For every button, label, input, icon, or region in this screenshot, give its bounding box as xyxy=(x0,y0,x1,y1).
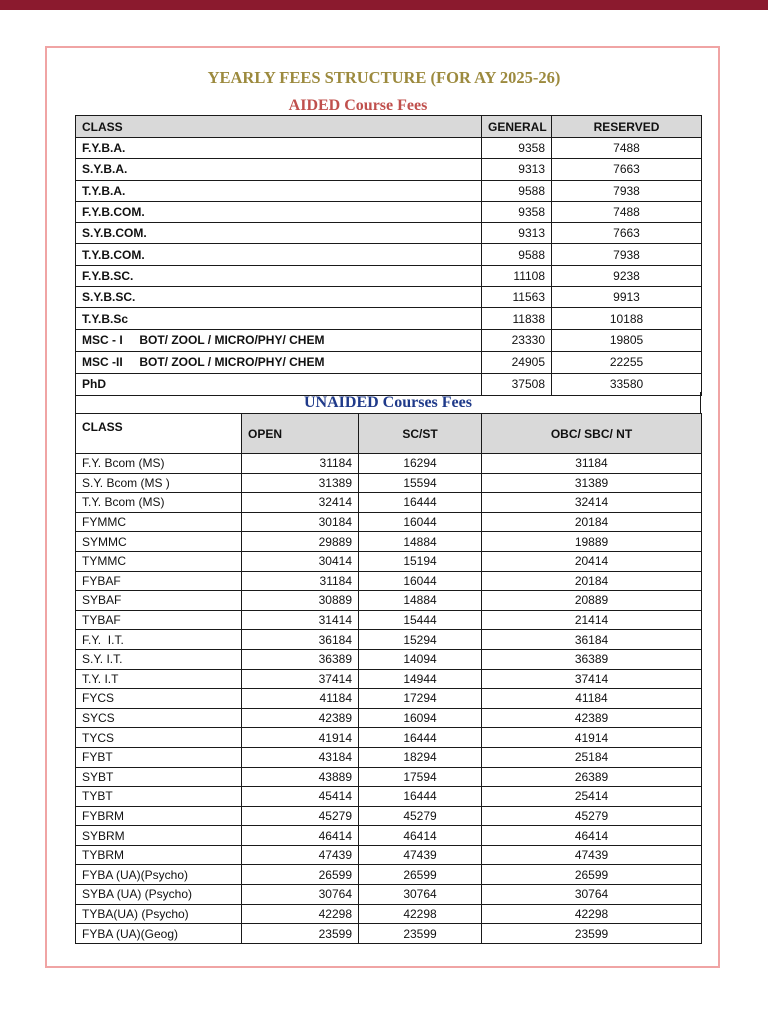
unaided-open-cell: 31414 xyxy=(242,610,359,630)
aided-general-cell: 37508 xyxy=(482,373,552,395)
unaided-obc-cell: 37414 xyxy=(482,669,702,689)
unaided-scst-cell: 17294 xyxy=(359,689,482,709)
unaided-obc-cell: 26599 xyxy=(482,865,702,885)
unaided-row xyxy=(76,787,702,807)
unaided-class-cell: FYBAF xyxy=(76,571,242,591)
unaided-class-cell: T.Y. Bcom (MS) xyxy=(76,493,242,513)
unaided-open-cell: 41914 xyxy=(242,728,359,748)
unaided-class-cell: S.Y. Bcom (MS ) xyxy=(76,473,242,493)
unaided-scst-cell: 16444 xyxy=(359,728,482,748)
aided-class-cell: PhD xyxy=(76,373,482,395)
unaided-row xyxy=(76,708,702,728)
aided-row xyxy=(76,265,702,286)
aided-class-cell: MSC - I BOT/ ZOOL / MICRO/PHY/ CHEM xyxy=(76,329,482,351)
unaided-obc-cell: 20414 xyxy=(482,551,702,571)
unaided-row xyxy=(76,551,702,571)
unaided-row xyxy=(76,728,702,748)
aided-reserved-cell: 19805 xyxy=(552,329,702,351)
unaided-row xyxy=(76,865,702,885)
unaided-row xyxy=(76,649,702,669)
unaided-class-cell: SYBA (UA) (Psycho) xyxy=(76,885,242,905)
aided-reserved-cell: 7938 xyxy=(552,244,702,265)
unaided-row xyxy=(76,845,702,865)
unaided-open-cell: 30764 xyxy=(242,885,359,905)
unaided-class-cell: T.Y. I.T xyxy=(76,669,242,689)
unaided-class-cell: F.Y. I.T. xyxy=(76,630,242,650)
unaided-row xyxy=(76,473,702,493)
aided-general-cell: 9588 xyxy=(482,180,552,201)
unaided-open-cell: 26599 xyxy=(242,865,359,885)
unaided-row xyxy=(76,767,702,787)
aided-class-cell: T.Y.B.Sc xyxy=(76,308,482,329)
aided-row xyxy=(76,159,702,180)
unaided-header-open: OPEN xyxy=(242,414,359,454)
aided-row xyxy=(76,223,702,244)
aided-class-cell: F.Y.B.COM. xyxy=(76,201,482,222)
aided-general-cell: 9313 xyxy=(482,223,552,244)
unaided-class-cell: TYCS xyxy=(76,728,242,748)
unaided-scst-cell: 15294 xyxy=(359,630,482,650)
unaided-open-cell: 37414 xyxy=(242,669,359,689)
unaided-obc-cell: 42389 xyxy=(482,708,702,728)
unaided-scst-cell: 16444 xyxy=(359,493,482,513)
unaided-open-cell: 46414 xyxy=(242,826,359,846)
aided-general-cell: 11838 xyxy=(482,308,552,329)
aided-class-cell: MSC -II BOT/ ZOOL / MICRO/PHY/ CHEM xyxy=(76,351,482,373)
aided-row xyxy=(76,244,702,265)
unaided-row xyxy=(76,610,702,630)
unaided-open-cell: 23599 xyxy=(242,924,359,944)
aided-class-cell: S.Y.B.A. xyxy=(76,159,482,180)
unaided-row xyxy=(76,747,702,767)
aided-reserved-cell: 7663 xyxy=(552,159,702,180)
unaided-scst-cell: 30764 xyxy=(359,885,482,905)
unaided-class-cell: SYBAF xyxy=(76,591,242,611)
unaided-row xyxy=(76,532,702,552)
unaided-obc-cell: 46414 xyxy=(482,826,702,846)
unaided-open-cell: 31184 xyxy=(242,571,359,591)
unaided-class-cell: SYBRM xyxy=(76,826,242,846)
aided-row xyxy=(76,351,702,373)
aided-general-cell: 24905 xyxy=(482,351,552,373)
unaided-obc-cell: 20184 xyxy=(482,571,702,591)
unaided-class-cell: SYCS xyxy=(76,708,242,728)
unaided-open-cell: 32414 xyxy=(242,493,359,513)
aided-row xyxy=(76,287,702,308)
aided-reserved-cell: 9913 xyxy=(552,287,702,308)
aided-reserved-cell: 10188 xyxy=(552,308,702,329)
aided-general-cell: 11563 xyxy=(482,287,552,308)
unaided-open-cell: 36389 xyxy=(242,649,359,669)
aided-reserved-cell: 33580 xyxy=(552,373,702,395)
unaided-fees-table xyxy=(75,413,702,944)
unaided-scst-cell: 15194 xyxy=(359,551,482,571)
unaided-row xyxy=(76,493,702,513)
unaided-scst-cell: 47439 xyxy=(359,845,482,865)
unaided-open-cell: 31184 xyxy=(242,454,359,474)
unaided-open-cell: 29889 xyxy=(242,532,359,552)
unaided-obc-cell: 19889 xyxy=(482,532,702,552)
unaided-row xyxy=(76,826,702,846)
unaided-row xyxy=(76,885,702,905)
unaided-open-cell: 45414 xyxy=(242,787,359,807)
aided-class-cell: F.Y.B.A. xyxy=(76,138,482,159)
unaided-scst-cell: 16044 xyxy=(359,571,482,591)
aided-row xyxy=(76,138,702,159)
unaided-class-cell: TYBT xyxy=(76,787,242,807)
aided-header-general: GENERAL xyxy=(482,116,552,138)
unaided-open-cell: 31389 xyxy=(242,473,359,493)
aided-reserved-cell: 7488 xyxy=(552,138,702,159)
unaided-open-cell: 42389 xyxy=(242,708,359,728)
aided-class-cell: S.Y.B.SC. xyxy=(76,287,482,308)
unaided-scst-cell: 15444 xyxy=(359,610,482,630)
unaided-scst-cell: 14094 xyxy=(359,649,482,669)
unaided-obc-cell: 31184 xyxy=(482,454,702,474)
unaided-open-cell: 30184 xyxy=(242,512,359,532)
unaided-class-cell: FYBA (UA)(Psycho) xyxy=(76,865,242,885)
unaided-scst-cell: 14884 xyxy=(359,532,482,552)
unaided-scst-cell: 14944 xyxy=(359,669,482,689)
unaided-obc-cell: 25414 xyxy=(482,787,702,807)
unaided-open-cell: 30889 xyxy=(242,591,359,611)
unaided-class-cell: SYMMC xyxy=(76,532,242,552)
unaided-obc-cell: 21414 xyxy=(482,610,702,630)
page-title: YEARLY FEES STRUCTURE (FOR AY 2025-26) xyxy=(207,68,561,87)
unaided-obc-cell: 26389 xyxy=(482,767,702,787)
unaided-open-cell: 45279 xyxy=(242,806,359,826)
aided-general-cell: 23330 xyxy=(482,329,552,351)
unaided-scst-cell: 23599 xyxy=(359,924,482,944)
unaided-class-cell: FYCS xyxy=(76,689,242,709)
aided-general-cell: 9588 xyxy=(482,244,552,265)
unaided-scst-cell: 42298 xyxy=(359,904,482,924)
unaided-header-class: CLASS xyxy=(76,414,242,454)
aided-reserved-cell: 7938 xyxy=(552,180,702,201)
unaided-obc-cell: 23599 xyxy=(482,924,702,944)
unaided-obc-cell: 45279 xyxy=(482,806,702,826)
unaided-class-cell: TYBRM xyxy=(76,845,242,865)
unaided-open-cell: 36184 xyxy=(242,630,359,650)
unaided-row xyxy=(76,591,702,611)
unaided-obc-cell: 41914 xyxy=(482,728,702,748)
unaided-obc-cell: 42298 xyxy=(482,904,702,924)
aided-reserved-cell: 7663 xyxy=(552,223,702,244)
unaided-obc-cell: 32414 xyxy=(482,493,702,513)
unaided-class-cell: FYMMC xyxy=(76,512,242,532)
unaided-class-cell: SYBT xyxy=(76,767,242,787)
unaided-open-cell: 30414 xyxy=(242,551,359,571)
unaided-row xyxy=(76,669,702,689)
unaided-row xyxy=(76,454,702,474)
aided-reserved-cell: 9238 xyxy=(552,265,702,286)
aided-general-cell: 9313 xyxy=(482,159,552,180)
unaided-open-cell: 43889 xyxy=(242,767,359,787)
unaided-row xyxy=(76,904,702,924)
aided-header-class: CLASS xyxy=(76,116,482,138)
unaided-row xyxy=(76,689,702,709)
unaided-obc-cell: 20184 xyxy=(482,512,702,532)
unaided-row xyxy=(76,924,702,944)
aided-row xyxy=(76,201,702,222)
unaided-open-cell: 41184 xyxy=(242,689,359,709)
unaided-obc-cell: 25184 xyxy=(482,747,702,767)
unaided-scst-cell: 16444 xyxy=(359,787,482,807)
unaided-obc-cell: 30764 xyxy=(482,885,702,905)
unaided-header-scst: SC/ST xyxy=(359,414,482,454)
unaided-open-cell: 42298 xyxy=(242,904,359,924)
unaided-scst-cell: 17594 xyxy=(359,767,482,787)
aided-general-cell: 9358 xyxy=(482,201,552,222)
aided-row xyxy=(76,180,702,201)
unaided-class-cell: F.Y. Bcom (MS) xyxy=(76,454,242,474)
unaided-class-cell: TYBAF xyxy=(76,610,242,630)
unaided-scst-cell: 26599 xyxy=(359,865,482,885)
unaided-scst-cell: 14884 xyxy=(359,591,482,611)
aided-section-title: AIDED Course Fees xyxy=(288,97,428,114)
unaided-scst-cell: 16094 xyxy=(359,708,482,728)
aided-class-cell: S.Y.B.COM. xyxy=(76,223,482,244)
unaided-scst-cell: 18294 xyxy=(359,747,482,767)
unaided-row xyxy=(76,512,702,532)
aided-row xyxy=(76,308,702,329)
unaided-open-cell: 43184 xyxy=(242,747,359,767)
unaided-scst-cell: 46414 xyxy=(359,826,482,846)
unaided-obc-cell: 36389 xyxy=(482,649,702,669)
unaided-class-cell: TYMMC xyxy=(76,551,242,571)
unaided-header-row xyxy=(76,414,702,454)
unaided-row xyxy=(76,571,702,591)
aided-reserved-cell: 7488 xyxy=(552,201,702,222)
aided-class-cell: T.Y.B.A. xyxy=(76,180,482,201)
unaided-obc-cell: 20889 xyxy=(482,591,702,611)
unaided-obc-cell: 41184 xyxy=(482,689,702,709)
unaided-obc-cell: 47439 xyxy=(482,845,702,865)
unaided-open-cell: 47439 xyxy=(242,845,359,865)
unaided-scst-cell: 16294 xyxy=(359,454,482,474)
aided-class-cell: T.Y.B.COM. xyxy=(76,244,482,265)
unaided-row xyxy=(76,630,702,650)
aided-row xyxy=(76,329,702,351)
unaided-obc-cell: 31389 xyxy=(482,473,702,493)
unaided-row xyxy=(76,806,702,826)
unaided-header-obc: OBC/ SBC/ NT xyxy=(482,414,702,454)
unaided-class-cell: FYBT xyxy=(76,747,242,767)
aided-general-cell: 9358 xyxy=(482,138,552,159)
aided-reserved-cell: 22255 xyxy=(552,351,702,373)
unaided-class-cell: FYBRM xyxy=(76,806,242,826)
top-accent-bar xyxy=(0,0,768,10)
aided-general-cell: 11108 xyxy=(482,265,552,286)
aided-fees-table xyxy=(75,115,702,396)
unaided-scst-cell: 45279 xyxy=(359,806,482,826)
unaided-class-cell: S.Y. I.T. xyxy=(76,649,242,669)
aided-class-cell: F.Y.B.SC. xyxy=(76,265,482,286)
aided-header-row xyxy=(76,116,702,138)
unaided-scst-cell: 15594 xyxy=(359,473,482,493)
unaided-section-title: UNAIDED Courses Fees xyxy=(75,392,701,414)
aided-header-reserved: RESERVED xyxy=(552,116,702,138)
unaided-obc-cell: 36184 xyxy=(482,630,702,650)
unaided-class-cell: TYBA(UA) (Psycho) xyxy=(76,904,242,924)
unaided-class-cell: FYBA (UA)(Geog) xyxy=(76,924,242,944)
unaided-scst-cell: 16044 xyxy=(359,512,482,532)
